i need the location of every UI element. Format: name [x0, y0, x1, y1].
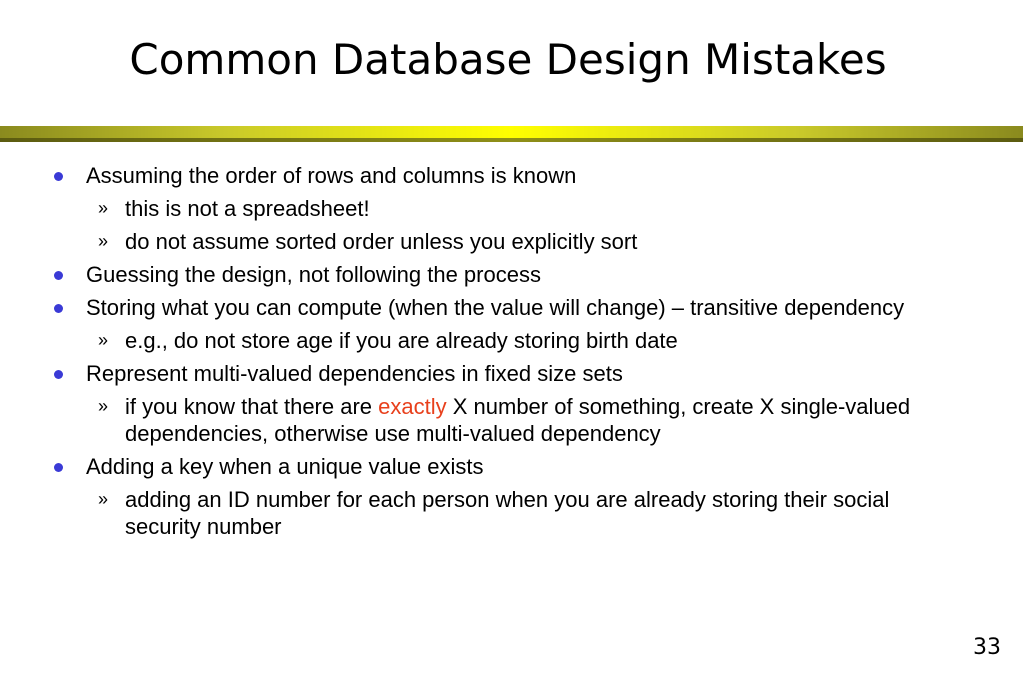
bullet-text: Assuming the order of rows and columns is known	[86, 163, 577, 188]
bullet-item	[0, 162, 906, 189]
bullet-text: Storing what you can compute (when the value will change) – transitive dependency	[86, 295, 905, 320]
slide-content	[0, 162, 1023, 546]
sub-bullet-text-after: X number of something, create X single-valued dependencies, otherwise use multi-valued dependency	[125, 394, 911, 446]
bullet-dot-icon	[54, 463, 63, 472]
sub-bullet-item	[0, 228, 955, 255]
sub-bullet-text: this is not a spreadsheet!	[125, 196, 370, 221]
sub-bullet-marker-icon: »	[98, 489, 109, 509]
highlighted-word: exactly	[378, 394, 447, 419]
sub-bullet-item	[0, 195, 955, 222]
bullet-item	[0, 261, 906, 288]
sub-bullet-marker-icon: »	[98, 198, 109, 218]
sub-bullet-text: e.g., do not store age if you are already storing birth date	[125, 328, 678, 353]
bullet-text: Adding a key when a unique value exists	[86, 454, 484, 479]
sub-bullet-text: do not assume sorted order unless you explicitly sort	[125, 229, 638, 254]
slide-title: Common Database Design Mistakes	[129, 35, 887, 84]
title-divider	[0, 126, 1023, 138]
bullet-item	[0, 294, 906, 321]
sub-bullet-marker-icon: »	[98, 330, 109, 350]
bullet-dot-icon	[54, 271, 63, 280]
bullet-dot-icon	[54, 370, 63, 379]
sub-bullet-text: adding an ID number for each person when you are already storing their social security number	[125, 487, 890, 539]
title-divider-shadow	[0, 138, 1023, 142]
page-number: 33	[973, 635, 1001, 660]
bullet-dot-icon	[54, 304, 63, 313]
bullet-item	[0, 453, 906, 480]
sub-bullet-text-before: if you know that there are	[125, 394, 379, 419]
sub-bullet-item	[0, 393, 955, 447]
sub-bullet-item	[0, 486, 955, 540]
bullet-dot-icon	[54, 172, 63, 181]
sub-bullet-marker-icon: »	[98, 396, 109, 416]
bullet-text: Guessing the design, not following the process	[86, 262, 541, 287]
sub-bullet-item	[0, 327, 955, 354]
bullet-item	[0, 360, 906, 387]
sub-bullet-marker-icon: »	[98, 231, 109, 251]
bullet-text: Represent multi-valued dependencies in fixed size sets	[86, 361, 623, 386]
